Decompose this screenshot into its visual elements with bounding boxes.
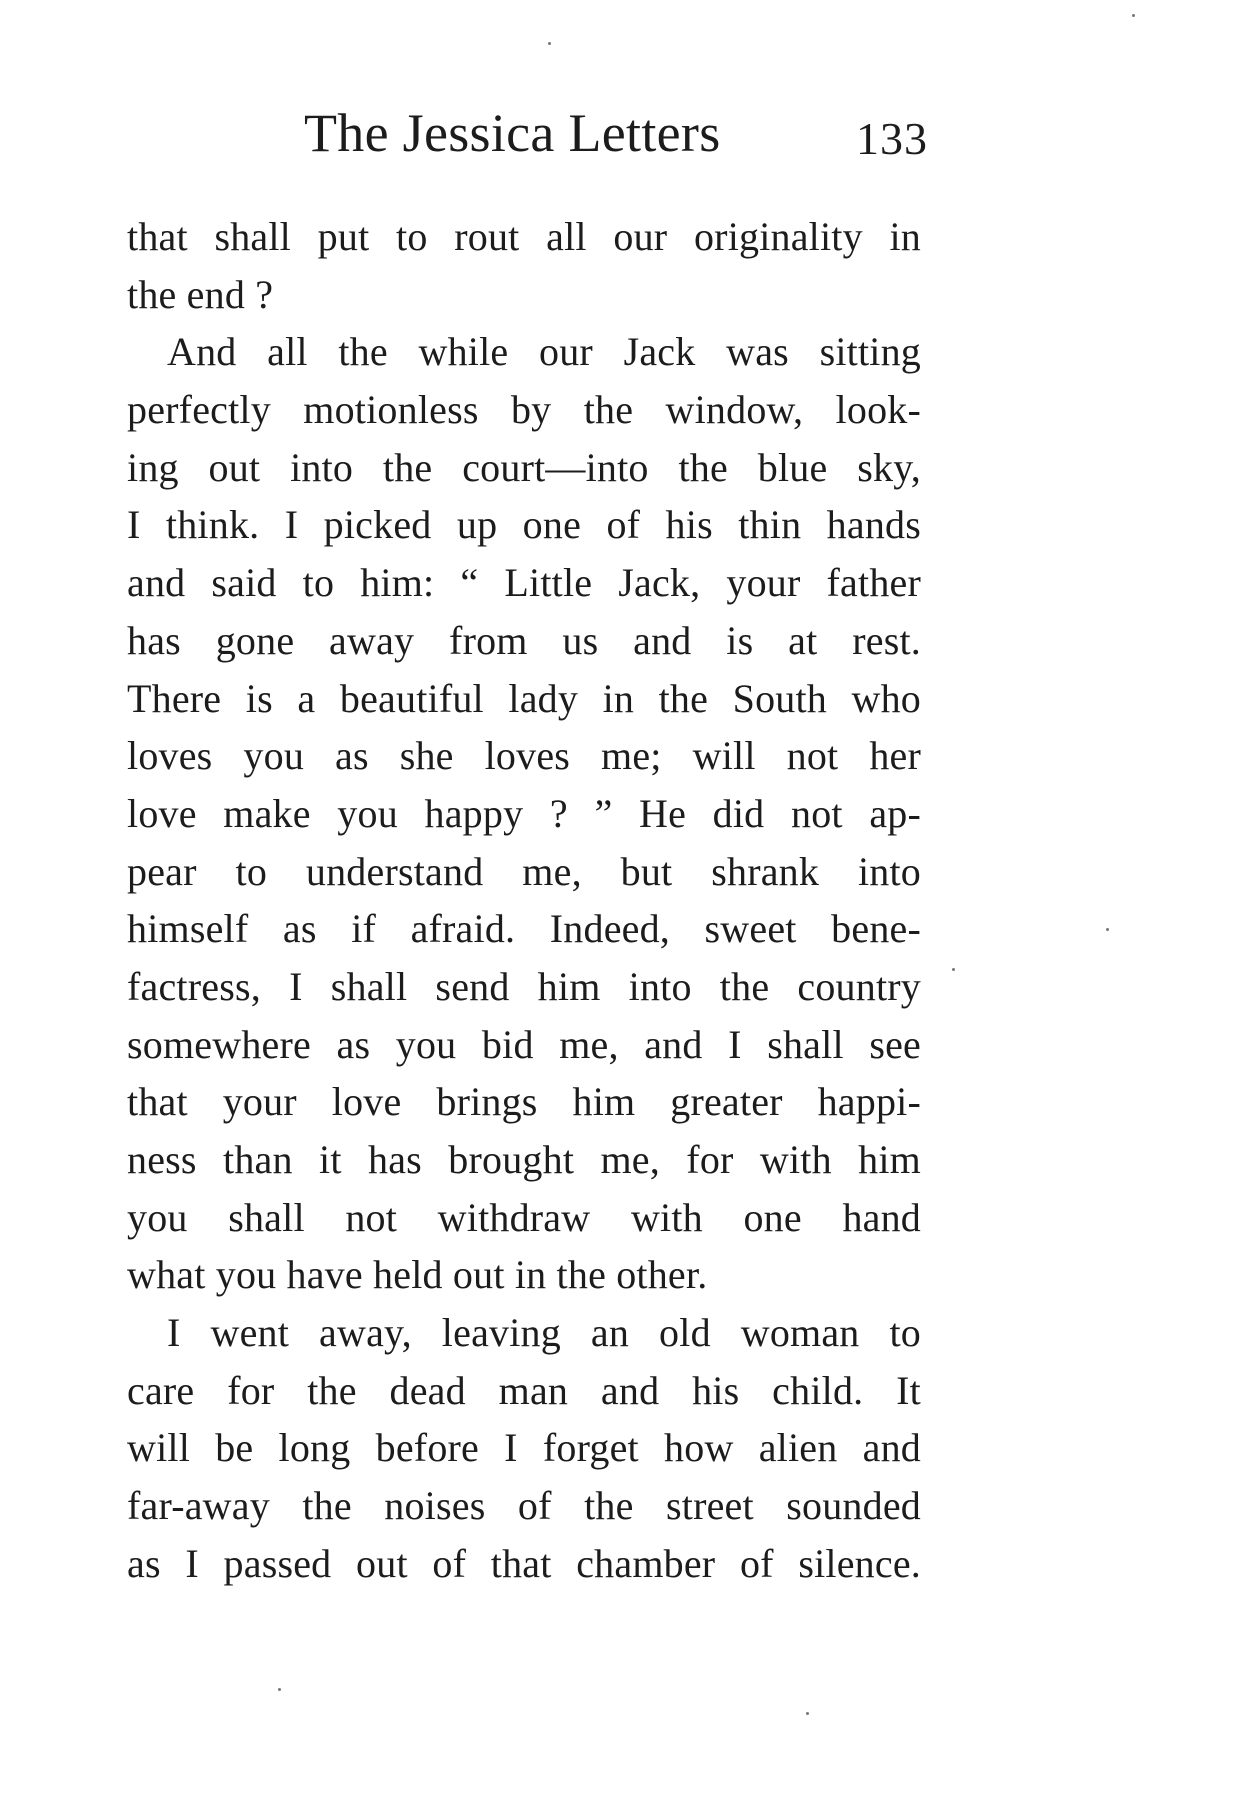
text-line: that your love brings him greater happi- <box>127 1079 921 1125</box>
text-line: himself as if afraid. Indeed, sweet bene- <box>127 906 921 952</box>
text-line: far-away the noises of the street sounded <box>127 1483 921 1529</box>
text-line: There is a beautiful lady in the South who <box>127 675 921 721</box>
text-line: you shall not withdraw with one hand <box>127 1194 921 1240</box>
body-text <box>127 208 921 1593</box>
text-line: the end ? <box>127 271 274 317</box>
paragraph-start-line: I went away, leaving an old woman to <box>167 1310 921 1356</box>
text-line: will be long before I forget how alien and <box>127 1425 921 1471</box>
paper-speck <box>952 968 955 971</box>
paper-speck <box>278 1688 281 1691</box>
text-line: ness than it has brought me, for with him <box>127 1137 921 1182</box>
text-line: factress, I shall send him into the country <box>127 963 921 1009</box>
text-line: that shall put to rout all our originality in <box>127 214 921 259</box>
text-line: as I passed out of that chamber of silence. <box>127 1540 921 1586</box>
text-line: love make you happy ? ” He did not ap- <box>127 790 921 836</box>
paragraph-start-line: And all the while our Jack was sitting <box>167 329 921 375</box>
running-title: The Jessica Letters <box>304 103 721 163</box>
text-line: loves you as she loves me; will not her <box>127 733 921 779</box>
paper-speck <box>1132 14 1135 17</box>
text-line: what you have held out in the other. <box>127 1252 708 1298</box>
paper-speck <box>548 42 551 45</box>
text-line: I think. I picked up one of his thin hands <box>127 502 921 548</box>
running-head <box>304 98 928 168</box>
text-line: care for the dead man and his child. It <box>127 1367 921 1413</box>
text-line: ing out into the court—into the blue sky, <box>127 444 921 490</box>
text-line: and said to him: “ Little Jack, your father <box>127 560 921 606</box>
text-line: pear to understand me, but shrank into <box>127 848 921 894</box>
paper-speck <box>1106 928 1109 931</box>
text-line: perfectly motionless by the window, look- <box>127 387 921 433</box>
text-line: has gone away from us and is at rest. <box>127 617 921 663</box>
paper-speck <box>806 1712 809 1715</box>
page-number: 133 <box>856 113 928 164</box>
text-line: somewhere as you bid me, and I shall see <box>127 1021 921 1067</box>
